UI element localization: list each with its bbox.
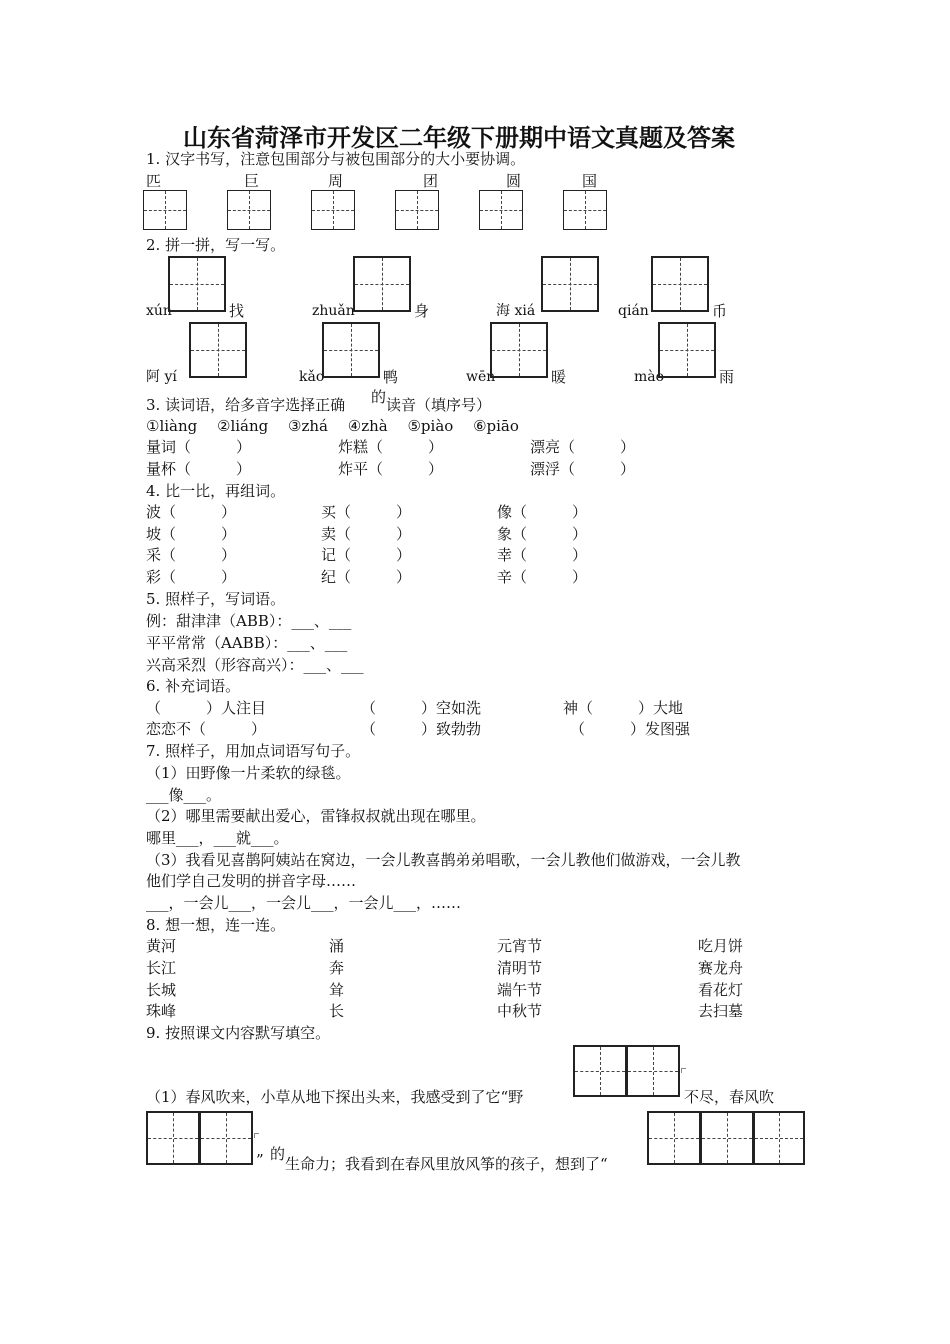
q1-char: 国 (582, 172, 598, 190)
q6-item: （ ）发图强 (570, 720, 691, 738)
q8-item: 清明节 (497, 959, 543, 977)
q8-item: 看花灯 (698, 981, 744, 999)
q4-item: 采（ ） (146, 546, 237, 564)
q9-de: 的 (270, 1145, 286, 1163)
q8-item: 赛龙舟 (698, 959, 744, 977)
q6-item: （ ）空如洗 (361, 699, 482, 717)
q8-item: 长 (329, 1002, 345, 1020)
q1-char: 匹 (146, 172, 162, 190)
pinyin-prompt: 阿 yí (146, 369, 177, 385)
q4-item: 辛（ ） (497, 568, 588, 586)
q6-item: （ ）致勃勃 (361, 720, 482, 738)
q8-item: 长城 (146, 981, 177, 999)
q3-item: 量词（ ） (146, 438, 252, 456)
q1-prompt: 1. 汉字书写，注意包围部分与被包围部分的大小要协调。 (146, 150, 526, 168)
q8-item: 耸 (329, 981, 345, 999)
writing-grid-box[interactable] (168, 256, 226, 312)
pinyin-suffix: 币 (712, 302, 728, 320)
q7-line: （3）我看见喜鹊阿姨站在窝边，一会儿教喜鹊弟弟唱歌，一会儿教他们做游戏，一会儿教 (146, 851, 741, 869)
q8-item: 长江 (146, 959, 177, 977)
writing-grid-box[interactable] (311, 190, 355, 230)
q9-line: ” (256, 1151, 264, 1169)
q8-item: 黄河 (146, 937, 177, 955)
writing-grid-box[interactable] (753, 1111, 805, 1165)
q4-item: 记（ ） (321, 546, 412, 564)
box-corner-mark (254, 1133, 259, 1138)
q8-item: 中秋节 (497, 1002, 543, 1020)
q8-item: 吃月饼 (698, 937, 744, 955)
q5-prompt: 5. 照样子，写词语。 (146, 590, 286, 608)
pinyin-prompt: qián (618, 303, 649, 319)
pinyin-suffix: 鸭 (383, 368, 399, 386)
writing-grid-box[interactable] (189, 322, 247, 378)
writing-grid-box[interactable] (647, 1111, 701, 1165)
q3-options: ①liàng ②liáng ③zhá ④zhà ⑤piào ⑥piāo (146, 417, 519, 435)
q6-item: 恋恋不（ ） (146, 720, 267, 738)
q9-line: 不尽，春风吹 (684, 1088, 775, 1106)
writing-grid-box[interactable] (395, 190, 439, 230)
writing-grid-box[interactable] (490, 322, 548, 378)
writing-grid-box[interactable] (651, 256, 709, 312)
q4-item: 象（ ） (497, 525, 588, 543)
q4-item: 彩（ ） (146, 568, 237, 586)
q4-item: 幸（ ） (497, 546, 588, 564)
q3-prompt-tail: 读音（填序号） (386, 396, 492, 414)
writing-grid-box[interactable] (479, 190, 523, 230)
pinyin-prompt: wēn (466, 369, 496, 385)
q6-prompt: 6. 补充词语。 (146, 677, 241, 695)
page-title: 山东省菏泽市开发区二年级下册期中语文真题及答案 (183, 123, 735, 152)
q9-line: 生命力；我看到在春风里放风筝的孩子，想到了“ (285, 1155, 608, 1173)
writing-grid-box[interactable] (563, 190, 607, 230)
q6-item: （ ）人注目 (146, 699, 267, 717)
q5-line: 例：甜津津（ABB）：___、___ (146, 612, 352, 630)
q8-item: 涌 (329, 937, 345, 955)
q9-prompt: 9. 按照课文内容默写填空。 (146, 1024, 331, 1042)
pinyin-suffix: 找 (229, 302, 245, 320)
q9-line: （1）春风吹来，小草从地下探出头来，我感受到了它“野 (146, 1088, 524, 1106)
q4-item: 卖（ ） (321, 525, 412, 543)
pinyin-prompt: 海 xiá (496, 303, 536, 319)
q4-item: 波（ ） (146, 503, 237, 521)
writing-grid-box[interactable] (143, 190, 187, 230)
writing-grid-box[interactable] (658, 322, 716, 378)
q1-char: 巨 (244, 172, 260, 190)
writing-grid-box[interactable] (353, 256, 411, 312)
q4-item: 纪（ ） (321, 568, 412, 586)
q4-item: 买（ ） (321, 503, 412, 521)
q4-prompt: 4. 比一比，再组词。 (146, 482, 286, 500)
q7-line: ___，一会儿___，一会儿___，一会儿___，…… (146, 894, 462, 912)
pinyin-prompt: xún (146, 303, 172, 319)
q8-item: 珠峰 (146, 1002, 177, 1020)
q7-line: ___像___。 (146, 786, 222, 804)
writing-grid-box[interactable] (626, 1045, 680, 1097)
q8-item: 元宵节 (497, 937, 543, 955)
q3-item: 量杯（ ） (146, 460, 252, 478)
writing-grid-box[interactable] (199, 1111, 253, 1165)
writing-grid-box[interactable] (146, 1111, 200, 1165)
box-corner-mark (681, 1068, 686, 1073)
q3-item: 炸平（ ） (338, 460, 444, 478)
q1-char: 团 (423, 172, 439, 190)
pinyin-prompt: kǎo (299, 369, 325, 385)
pinyin-suffix: 暖 (551, 368, 567, 386)
writing-grid-box[interactable] (227, 190, 271, 230)
q4-item: 坡（ ） (146, 525, 237, 543)
q3-prompt: 3. 读词语，给多音字选择正确 (146, 396, 346, 414)
writing-grid-box[interactable] (573, 1045, 627, 1097)
q3-item: 炸糕（ ） (338, 438, 444, 456)
q2-prompt: 2. 拼一拼，写一写。 (146, 236, 286, 254)
q7-prompt: 7. 照样子，用加点词语写句子。 (146, 742, 361, 760)
pinyin-suffix: 身 (414, 302, 430, 320)
q6-item: 神（ ）大地 (563, 699, 684, 717)
q8-prompt: 8. 想一想，连一连。 (146, 916, 286, 934)
q7-line: （1）田野像一片柔软的绿毯。 (146, 764, 351, 782)
pinyin-suffix: 雨 (719, 368, 735, 386)
q8-item: 端午节 (497, 981, 543, 999)
writing-grid-box[interactable] (322, 322, 380, 378)
pinyin-prompt: zhuǎn (312, 303, 355, 319)
q3-item: 漂浮（ ） (530, 460, 636, 478)
q8-item: 去扫墓 (698, 1002, 744, 1020)
q7-line: 他们学自己发明的拼音字母…… (146, 872, 357, 890)
q1-char: 圆 (506, 172, 522, 190)
q5-line: 平平常常（AABB）：___、___ (146, 634, 348, 652)
writing-grid-box[interactable] (541, 256, 599, 312)
q3-item: 漂亮（ ） (530, 438, 636, 456)
q3-prompt-de: 的 (371, 388, 387, 406)
q4-item: 像（ ） (497, 503, 588, 521)
q7-line: （2）哪里需要献出爱心，雷锋叔叔就出现在哪里。 (146, 807, 486, 825)
writing-grid-box[interactable] (700, 1111, 754, 1165)
q1-char: 周 (328, 172, 344, 190)
pinyin-prompt: mào (634, 369, 665, 385)
q8-item: 奔 (329, 959, 345, 977)
q7-line: 哪里___，___就___。 (146, 829, 289, 847)
q5-line: 兴高采烈（形容高兴）：___、___ (146, 656, 364, 674)
